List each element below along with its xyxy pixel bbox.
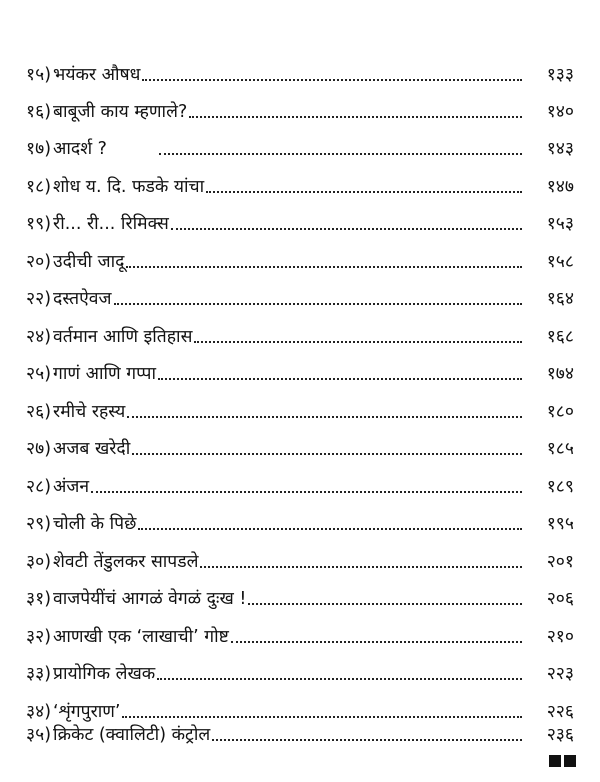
toc-entry-title: ‘शृंगपुराण’ (53, 702, 121, 722)
toc-entry (26, 355, 574, 385)
toc-entry-title: बाबूजी काय म्हणाले? (53, 102, 188, 122)
dot-leader (132, 453, 522, 455)
dot-leader (189, 116, 522, 118)
toc-entry-page: २२३ (546, 664, 574, 684)
dot-leader (159, 153, 522, 155)
dot-leader (138, 528, 522, 530)
dot-leader (158, 378, 522, 380)
toc-entry-number: २८) (26, 477, 52, 497)
toc-entry-number: ३५) (26, 725, 52, 745)
toc-entry-number: २२) (26, 289, 52, 309)
toc-entry-page: १८९ (546, 477, 574, 497)
toc-entry-title: अंजन (53, 477, 90, 497)
toc-entry-page: २०१ (546, 552, 574, 572)
toc-entry-number: २४) (26, 327, 52, 347)
dot-leader (171, 228, 522, 230)
toc-entry-page: १४७ (546, 177, 574, 197)
toc-entry-title: शेवटी तेंडुलकर सापडले (53, 552, 199, 572)
toc-entry-number: २७) (26, 439, 52, 459)
toc-entry (26, 580, 574, 610)
toc-entry (26, 543, 574, 573)
toc-entry-title: उदीची जादू (53, 252, 125, 272)
toc-entry-title: वर्तमान आणि इतिहास (53, 327, 193, 347)
end-marker-square (564, 755, 576, 767)
toc-entry (26, 205, 574, 235)
toc-entry-page: १५३ (546, 214, 574, 234)
toc-entry-title: शोध य. दि. फडके यांचा (53, 177, 205, 197)
dot-leader (212, 739, 522, 741)
toc-entry (26, 93, 574, 123)
dot-leader (194, 341, 522, 343)
toc-entry-number: १५) (26, 65, 52, 85)
toc-entry-page: १४३ (546, 139, 574, 159)
toc-entry-page: २१० (546, 627, 574, 647)
toc-entry-number: ३४) (26, 702, 52, 722)
toc-entry-page: २३६ (546, 725, 574, 745)
toc-entry-title: गाणं आणि गप्पा (53, 364, 156, 384)
toc-entry (26, 468, 574, 498)
toc-entry-title: चोली के पिछे (53, 514, 137, 534)
toc-entry (26, 56, 574, 86)
toc-entry-page: १६८ (546, 327, 574, 347)
toc-entry-title: आणखी एक ‘लाखाची’ गोष्ट (53, 627, 229, 647)
toc-entry-page: १३३ (546, 65, 574, 85)
toc-entry-number: १७) (26, 139, 52, 159)
toc-entry (26, 318, 574, 348)
toc-entry-number: ३१) (26, 589, 52, 609)
toc-entry-page: २२६ (546, 702, 574, 722)
dot-leader (91, 491, 522, 493)
toc-entry-page: २०६ (546, 589, 574, 609)
toc-entry-number: ३२) (26, 627, 52, 647)
toc-entry (26, 655, 574, 685)
end-marker-square (549, 755, 561, 767)
toc-entry-number: २६) (26, 402, 52, 422)
toc-entry-number: ३३) (26, 664, 52, 684)
toc-entry-title: री... री... रिमिक्स (53, 214, 169, 234)
dot-leader (231, 641, 522, 643)
toc-entry-page: १८५ (546, 439, 574, 459)
dot-leader (127, 416, 522, 418)
toc-entry-number: २९) (26, 514, 52, 534)
toc-entry-number: १८) (26, 177, 52, 197)
toc-entry (26, 280, 574, 310)
dot-leader (114, 303, 523, 305)
toc-entry-title: प्रायोगिक लेखक (53, 664, 156, 684)
toc-entry-number: २०) (26, 252, 52, 272)
toc-entry-page: १६४ (546, 289, 574, 309)
dot-leader (200, 566, 522, 568)
toc-entry-number: १६) (26, 102, 52, 122)
dot-leader (157, 678, 522, 680)
toc-entry-number: १९) (26, 214, 52, 234)
toc-entry-number: ३०) (26, 552, 52, 572)
toc-entry-title: आदर्श ? (53, 139, 107, 159)
toc-entry-title: वाजपेयींचं आगळं वेगळं दुःख ! (53, 589, 247, 609)
toc-entry (26, 130, 574, 160)
dot-leader (126, 266, 522, 268)
toc-entry-page: १७४ (546, 364, 574, 384)
dot-leader (142, 79, 522, 81)
toc-entry-title: क्रिकेट (क्वालिटी) कंट्रोल (53, 725, 211, 745)
toc-entry-page: १४० (546, 102, 574, 122)
toc-entry-number: २५) (26, 364, 52, 384)
toc-entry-page: १९५ (546, 514, 574, 534)
toc-entry (26, 716, 574, 746)
dot-leader (248, 603, 522, 605)
dot-leader (206, 191, 522, 193)
toc-entry (26, 243, 574, 273)
toc-entry (26, 430, 574, 460)
toc-entry-page: १५८ (546, 252, 574, 272)
toc-entry (26, 505, 574, 535)
toc-entry (26, 618, 574, 648)
toc-entry-title: रमीचे रहस्य (53, 402, 126, 422)
toc-entry (26, 168, 574, 198)
toc-entry (26, 393, 574, 423)
toc-entry-page: १८० (546, 402, 574, 422)
toc-entry-title: दस्तऐवज (53, 289, 112, 309)
toc-entry-title: अजब खरेदी (53, 439, 131, 459)
toc-entry-title: भयंकर औषध (53, 65, 141, 85)
